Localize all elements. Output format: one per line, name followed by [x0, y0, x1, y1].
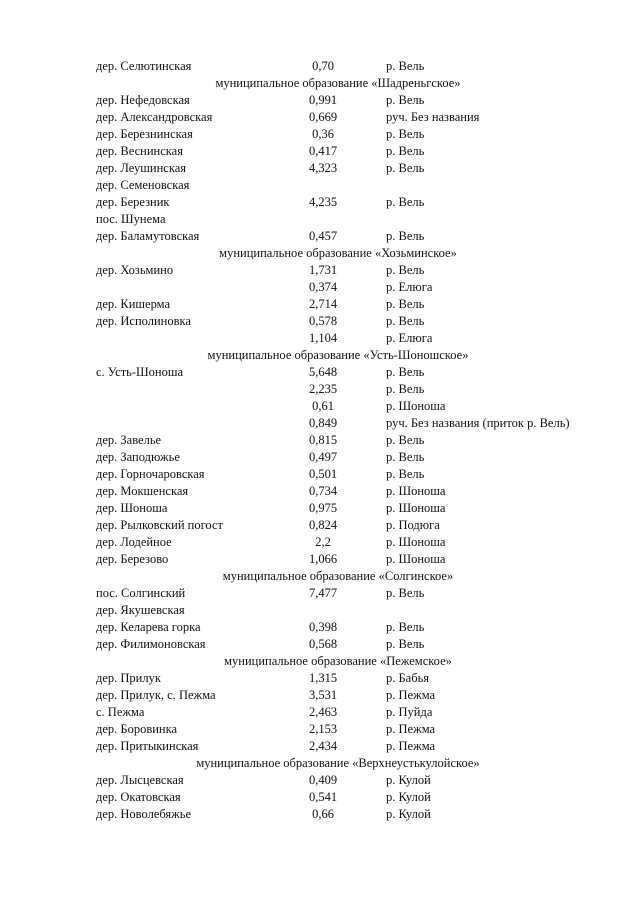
settlement-name: дер. Притыкинская	[96, 739, 199, 753]
settlement-name: дер. Новолебяжье	[96, 807, 192, 821]
settlement-name: дер. Березнинская	[96, 127, 193, 141]
water-body-cell: р. Пежма	[386, 739, 436, 753]
water-body-cell: р. Подюга	[386, 518, 440, 532]
settlement-name: дер. Семеновская	[96, 178, 190, 192]
water-body-cell: р. Вель	[386, 620, 425, 634]
water-body-cell: р. Вель	[386, 382, 425, 396]
value-cell: 0,61	[312, 399, 334, 413]
water-body-cell: р. Бабья	[386, 671, 430, 685]
value-cell: 0,849	[308, 416, 338, 430]
table-row	[0, 721, 640, 738]
settlement-name: дер. Якушевская	[96, 603, 185, 617]
value-cell: 1,731	[308, 263, 338, 277]
value-cell: 0,398	[308, 620, 338, 634]
water-body-cell: руч. Без названия (приток р. Вель)	[386, 416, 570, 430]
value-cell: 0,70	[312, 59, 334, 73]
value-cell: 2,2	[315, 535, 331, 549]
municipality-heading: муниципальное образование «Верхнеустькулойское»	[196, 756, 480, 770]
value-cell: 2,235	[308, 382, 338, 396]
table-row	[0, 313, 640, 330]
table-row	[0, 670, 640, 687]
document-table	[0, 58, 640, 823]
settlement-name: дер. Нефедовская	[96, 93, 190, 107]
settlement-name: дер. Березник	[96, 195, 170, 209]
settlement-name: дер. Леушинская	[96, 161, 187, 175]
value-cell: 0,497	[308, 450, 338, 464]
table-row	[0, 449, 640, 466]
water-body-cell: р. Вель	[386, 59, 425, 73]
table-row	[0, 279, 640, 296]
water-body-cell: р. Вель	[386, 433, 425, 447]
value-cell: 0,409	[308, 773, 338, 787]
table-row	[0, 415, 640, 432]
settlement-name: дер. Березово	[96, 552, 169, 566]
table-row	[0, 211, 640, 228]
water-body-cell: р. Кулой	[386, 807, 431, 821]
value-cell: 0,815	[308, 433, 338, 447]
water-body-cell: р. Вель	[386, 263, 425, 277]
section-heading-row	[0, 653, 640, 670]
value-cell: 0,578	[308, 314, 338, 328]
value-cell: 1,104	[308, 331, 338, 345]
settlement-name: дер. Селютинская	[96, 59, 192, 73]
water-body-cell: р. Вель	[386, 450, 425, 464]
value-cell: 0,568	[308, 637, 338, 651]
water-body-cell: р. Шоноша	[386, 552, 446, 566]
table-row	[0, 772, 640, 789]
municipality-heading: муниципальное образование «Пежемское»	[224, 654, 452, 668]
table-row	[0, 789, 640, 806]
section-heading-row	[0, 245, 640, 262]
water-body-cell: р. Вель	[386, 467, 425, 481]
water-body-cell: р. Кулой	[386, 773, 431, 787]
table-row	[0, 398, 640, 415]
settlement-name: пос. Солгинский	[96, 586, 186, 600]
value-cell: 0,734	[308, 484, 338, 498]
table-row	[0, 58, 640, 75]
water-body-cell: р. Вель	[386, 144, 425, 158]
table-row	[0, 534, 640, 551]
table-row	[0, 483, 640, 500]
water-body-cell: р. Пежма	[386, 722, 436, 736]
water-body-cell: р. Шоноша	[386, 501, 446, 515]
value-cell: 2,714	[308, 297, 338, 311]
table-row	[0, 126, 640, 143]
table-row	[0, 602, 640, 619]
water-body-cell: р. Шоноша	[386, 399, 446, 413]
settlement-name: дер. Окатовская	[96, 790, 181, 804]
value-cell: 0,417	[308, 144, 338, 158]
water-body-cell: р. Вель	[386, 365, 425, 379]
table-row	[0, 619, 640, 636]
value-cell: 0,669	[308, 110, 338, 124]
water-body-cell: р. Вель	[386, 93, 425, 107]
settlement-name: дер. Исполиновка	[96, 314, 191, 328]
table-row	[0, 517, 640, 534]
value-cell: 2,153	[308, 722, 338, 736]
settlement-name: пос. Шунема	[96, 212, 166, 226]
water-body-cell: р. Вель	[386, 161, 425, 175]
water-body-cell: руч. Без названия	[386, 110, 480, 124]
settlement-name: дер. Боровинка	[96, 722, 178, 736]
settlement-name: с. Усть-Шоноша	[96, 365, 183, 379]
settlement-name: дер. Завелье	[96, 433, 162, 447]
table-row	[0, 109, 640, 126]
value-cell: 0,501	[308, 467, 338, 481]
settlement-name: с. Пежма	[96, 705, 145, 719]
water-body-cell: р. Вель	[386, 586, 425, 600]
section-heading-row	[0, 75, 640, 92]
table-row	[0, 381, 640, 398]
water-body-cell: р. Вель	[386, 229, 425, 243]
settlement-name: дер. Кишерма	[96, 297, 171, 311]
value-cell: 0,541	[308, 790, 338, 804]
settlement-name: дер. Заподюжье	[96, 450, 180, 464]
water-body-cell: р. Пуйда	[386, 705, 433, 719]
table-row	[0, 160, 640, 177]
value-cell: 4,323	[308, 161, 338, 175]
table-row	[0, 551, 640, 568]
settlement-name: дер. Рылковский погост	[96, 518, 223, 532]
water-body-cell: р. Елюга	[386, 280, 433, 294]
settlement-name: дер. Баламутовская	[96, 229, 200, 243]
value-cell: 0,36	[312, 127, 334, 141]
value-cell: 3,531	[308, 688, 338, 702]
settlement-name: дер. Лодейное	[96, 535, 172, 549]
table-row	[0, 262, 640, 279]
settlement-name: дер. Шоноша	[96, 501, 168, 515]
settlement-name: дер. Мокшенская	[96, 484, 189, 498]
settlement-name: дер. Лысцевская	[96, 773, 184, 787]
water-body-cell: р. Елюга	[386, 331, 433, 345]
table-row	[0, 806, 640, 823]
municipality-heading: муниципальное образование «Шадреньгское»	[215, 76, 461, 90]
settlement-name: дер. Хозьмино	[96, 263, 174, 277]
water-body-cell: р. Вель	[386, 314, 425, 328]
water-body-cell: р. Кулой	[386, 790, 431, 804]
water-body-cell: р. Шоноша	[386, 535, 446, 549]
table-row	[0, 177, 640, 194]
value-cell: 0,66	[312, 807, 334, 821]
settlement-name: дер. Александровская	[96, 110, 213, 124]
table-row	[0, 194, 640, 211]
municipality-heading: муниципальное образование «Хозьминское»	[219, 246, 457, 260]
table-row	[0, 143, 640, 160]
table-row	[0, 687, 640, 704]
settlement-name: дер. Прилук	[96, 671, 161, 685]
table-row	[0, 636, 640, 653]
table-row	[0, 296, 640, 313]
water-body-cell: р. Вель	[386, 297, 425, 311]
table-row	[0, 364, 640, 381]
table-row	[0, 330, 640, 347]
value-cell: 7,477	[308, 586, 338, 600]
settlement-name: дер. Горночаровская	[96, 467, 205, 481]
municipality-heading: муниципальное образование «Солгинское»	[222, 569, 454, 583]
value-cell: 2,463	[308, 705, 338, 719]
value-cell: 5,648	[308, 365, 338, 379]
section-heading-row	[0, 347, 640, 364]
value-cell: 2,434	[308, 739, 338, 753]
water-body-cell: р. Вель	[386, 637, 425, 651]
value-cell: 0,374	[308, 280, 338, 294]
water-body-cell: р. Пежма	[386, 688, 436, 702]
settlement-name: дер. Веснинская	[96, 144, 183, 158]
value-cell: 0,991	[308, 93, 338, 107]
table-row	[0, 738, 640, 755]
water-body-cell: р. Шоноша	[386, 484, 446, 498]
municipality-heading: муниципальное образование «Усть-Шоношское»	[207, 348, 469, 362]
table-row	[0, 704, 640, 721]
settlement-name: дер. Келарева горка	[96, 620, 201, 634]
value-cell: 1,315	[308, 671, 338, 685]
section-heading-row	[0, 755, 640, 772]
value-cell: 4,235	[308, 195, 338, 209]
table-row	[0, 92, 640, 109]
water-body-cell: р. Вель	[386, 127, 425, 141]
value-cell: 0,457	[308, 229, 338, 243]
table-row	[0, 466, 640, 483]
value-cell: 0,824	[308, 518, 338, 532]
settlement-name: дер. Филимоновская	[96, 637, 206, 651]
section-heading-row	[0, 568, 640, 585]
settlement-name: дер. Прилук, с. Пежма	[96, 688, 216, 702]
value-cell: 0,975	[308, 501, 338, 515]
table-row	[0, 500, 640, 517]
table-row	[0, 228, 640, 245]
table-row	[0, 585, 640, 602]
water-body-cell: р. Вель	[386, 195, 425, 209]
value-cell: 1,066	[308, 552, 338, 566]
table-row	[0, 432, 640, 449]
